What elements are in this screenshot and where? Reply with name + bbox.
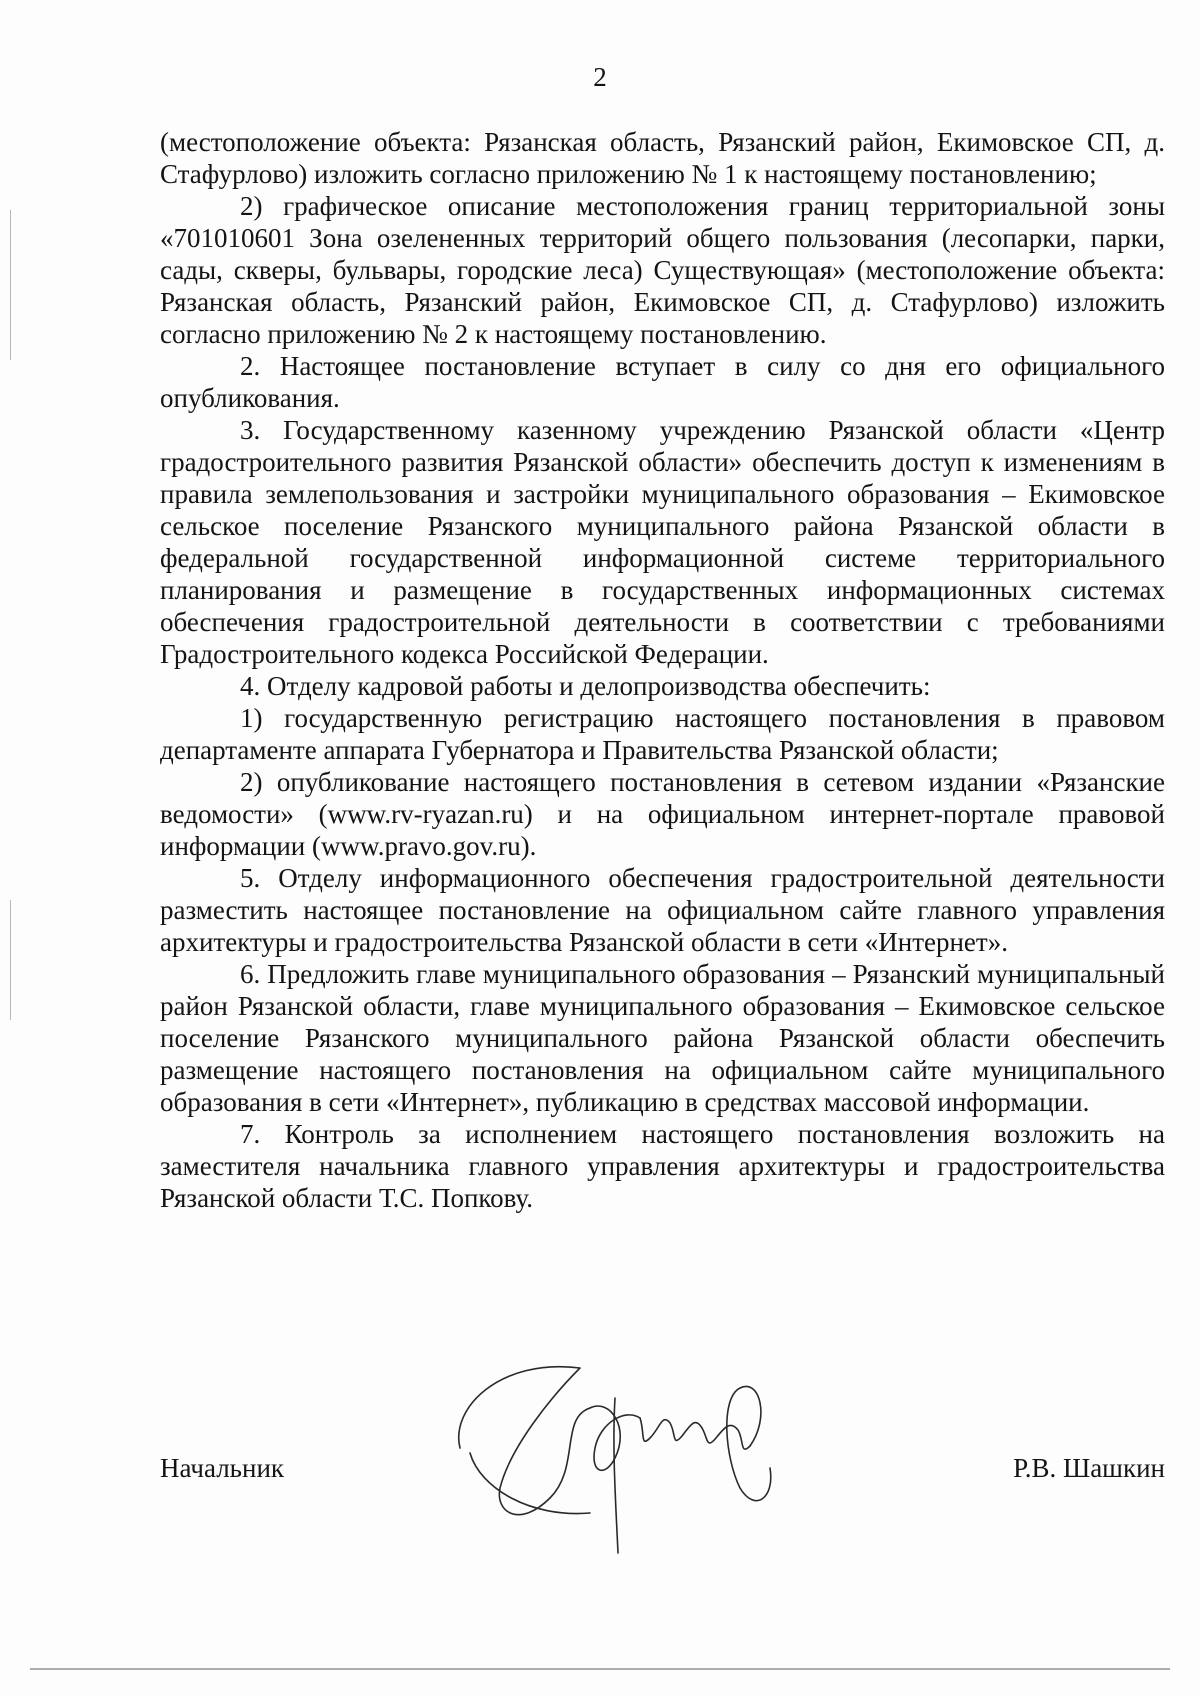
scan-margin-mark (10, 210, 11, 360)
paragraph-4: 4. Отделу кадровой работы и делопроизводства обеспечить: (240, 671, 931, 701)
paragraph-4-item-1: 1) государственную регистрацию настоящего постановления в правовом департаменте аппарата Губернатора и Правительства Рязанской области; (160, 703, 1165, 765)
page-number: 2 (593, 62, 607, 92)
signatory-name: Р.В. Шашкин (1013, 1453, 1165, 1483)
paragraph-4-item-2: 2) опубликование настоящего постановления в сетевом издании «Рязанские ведомости» (www.rv-ryazan.ru) и на официальном интернет-портале правовой информации (www.pravo.gov.ru). (160, 767, 1165, 861)
paragraph-3: 3. Государственному казенному учреждению Рязанской области «Центр градостроительного развития Рязанской области» обеспечить доступ к изменениям в правила землепользования и застройки муниципального образования – Екимовское сельское поселение Рязанского муниципального района Рязанской области в федеральной государственной информационной системе территориального планирования и размещение в государственных информационных системах обеспечения градостроительной деятельности в соответствии с требованиями Градостроительного кодекса Российской Федерации. (160, 415, 1165, 669)
paragraph-6: 6. Предложить главе муниципального образования – Рязанский муниципальный район Рязанской области, главе муниципального образования – Екимовское сельское поселение Рязанского муниципального района Рязанской области обеспечить размещение настоящего постановления на официальном сайте муниципального образования в сети «Интернет», публикацию в средствах массовой информации. (160, 959, 1165, 1117)
signatory-position: Начальник (160, 1453, 285, 1483)
paragraph-item-1-2: 2) графическое описание местоположения границ территориальной зоны «701010601 Зона озелененных территорий общего пользования (лесопарки, парки, сады, скверы, бульвары, городские леса) Существующая» (местоположение объекта: Рязанская область, Рязанский район, Екимовское СП, д. Стафурлово) изложить согласно приложению № 2 к настоящему постановлению. (160, 191, 1165, 349)
paragraph-5: 5. Отделу информационного обеспечения градостроительной деятельности разместить настоящее постановление на официальном сайте главного управления архитектуры и градостроительства Рязанской области в сети «Интернет». (160, 863, 1165, 957)
scan-bottom-edge (30, 1668, 1170, 1670)
scan-margin-mark (10, 900, 11, 1020)
signature-row (160, 1453, 1165, 1493)
handwritten-signature (440, 1338, 800, 1558)
document-body (160, 126, 1165, 1214)
paragraph-7: 7. Контроль за исполнением настоящего постановления возложить на заместителя начальника главного управления архитектуры и градостроительства Рязанской области Т.С. Попкову. (160, 1119, 1165, 1213)
paragraph-2: 2. Настоящее постановление вступает в силу со дня его официального опубликования. (160, 351, 1165, 413)
paragraph-continuation: (местоположение объекта: Рязанская область, Рязанский район, Екимовское СП, д. Стафурлово) изложить согласно приложению № 1 к настоящему постановлению; (160, 127, 1165, 189)
